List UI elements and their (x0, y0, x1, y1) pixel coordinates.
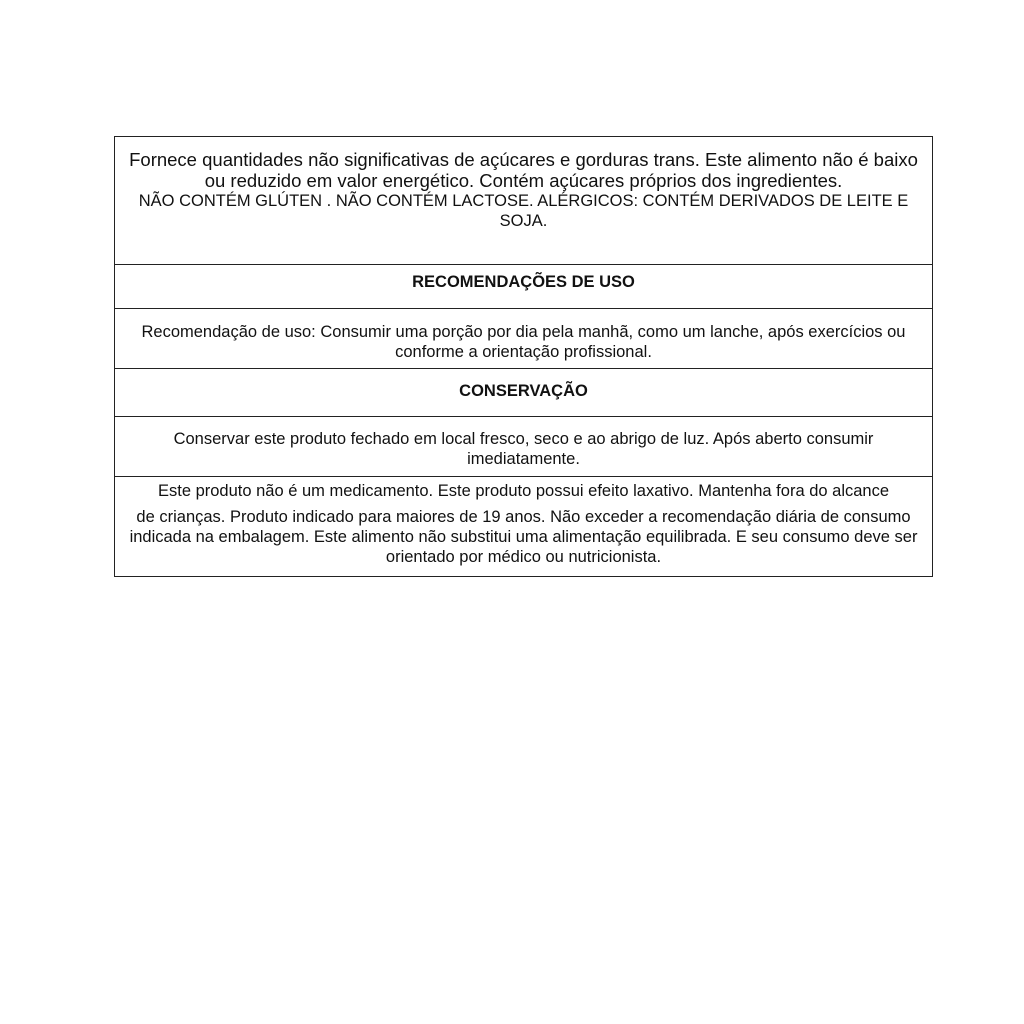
product-label-table (114, 136, 933, 577)
nutrition-claims-cell (115, 137, 932, 264)
nutrition-claims-text: Fornece quantidades não significativas de açúcares e gorduras trans. Este alimento não é baixo ou reduzido em valor energético. Contém açúcares próprios dos ingredientes. (129, 149, 918, 191)
allergen-statement: NÃO CONTÉM GLÚTEN . NÃO CONTÉM LACTOSE. ALÉRGICOS: CONTÉM DERIVADOS DE LEITE E SOJA. (138, 192, 909, 230)
storage-heading-cell (115, 368, 932, 416)
storage-text: Conservar este produto fechado em local fresco, seco e ao abrigo de luz. Após aberto consumir imediatamente. (173, 430, 874, 468)
usage-text: Recomendação de uso: Consumir uma porção por dia pela manhã, como um lanche, após exercícios ou conforme a orientação profissional. (141, 323, 906, 361)
usage-text-cell (115, 308, 932, 368)
storage-heading: CONSERVAÇÃO (459, 382, 588, 400)
warning-text-line1: Este produto não é um medicamento. Este produto possui efeito laxativo. Mantenha fora do alcance (157, 482, 890, 500)
usage-heading-cell (115, 264, 932, 308)
usage-heading: RECOMENDAÇÕES DE USO (412, 273, 635, 291)
warning-cell (115, 476, 932, 576)
storage-text-cell (115, 416, 932, 476)
warning-text-rest: de crianças. Produto indicado para maiores de 19 anos. Não exceder a recomendação diária de consumo indicada na embalagem. Este alimento não substitui uma alimentação equilibrada. E seu consumo deve ser orientado por médico ou nutricionista. (129, 508, 918, 566)
